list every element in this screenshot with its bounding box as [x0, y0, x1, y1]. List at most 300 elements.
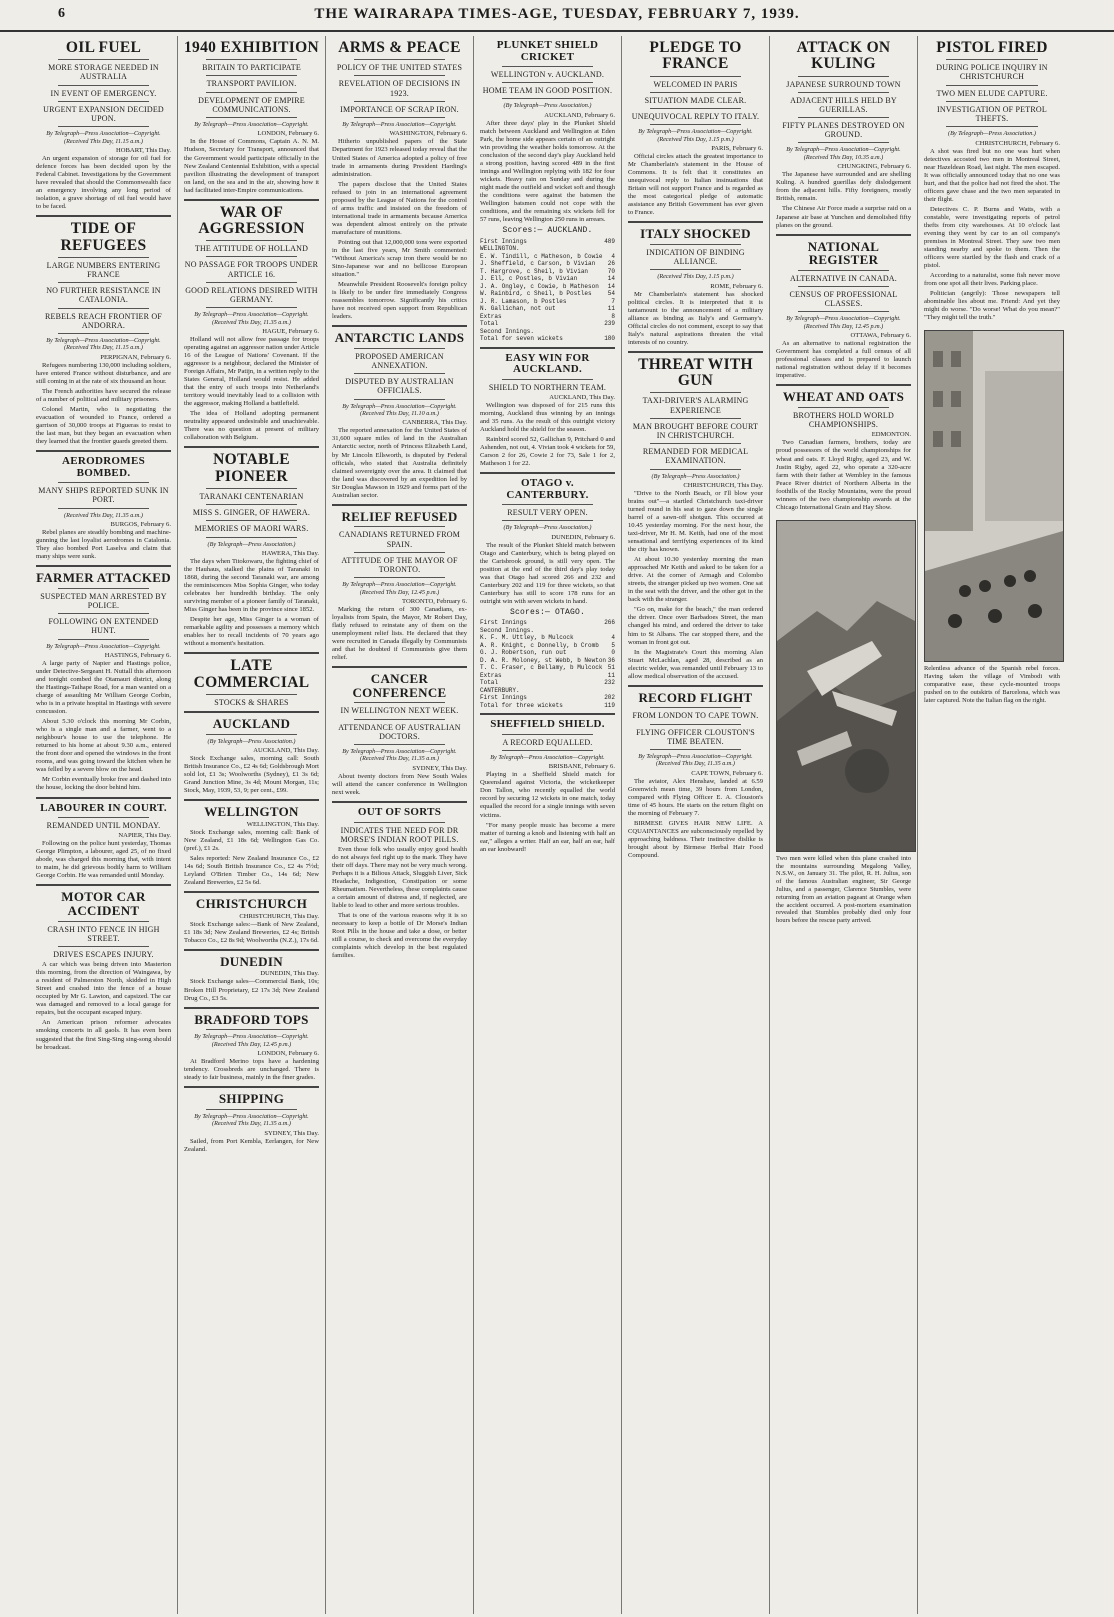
score-player: CANTERBURY. [480, 686, 520, 694]
article-paragraph: The reported annexation for the United States of 31,600 square miles of land in the Australian Antarctic sector, north of Princess Elizabeth Land, by Mr Lincoln Ellsworth, is disputed by Federal officials, who stated that Australia definitely claimed sovereignty over the area. It claimed that the land was discovered by an expedition led by Sir Douglas Mawson in 1929 and forms part of the Australian sector. [332, 427, 467, 499]
article-byline: (By Telegraph—Press Association.) [948, 130, 1036, 138]
article-byline: (Received This Day, 1.15 p.m.) [657, 273, 734, 281]
divider [798, 270, 889, 271]
score-runs: 266 [604, 619, 615, 627]
article-subheadline: DRIVES ESCAPES INJURY. [53, 950, 154, 960]
divider [776, 384, 911, 386]
divider [798, 407, 889, 408]
score-player: First Innings [480, 694, 527, 702]
article-subheadline: CENSUS OF PROFESSIONAL CLASSES. [789, 290, 898, 309]
article-headline: PLEDGE TO FRANCE [649, 39, 742, 73]
article-subheadline: CANADIANS RETURNED FROM SPAIN. [338, 530, 461, 549]
article-byline: (By Telegraph—Press Association.) [207, 540, 296, 548]
divider [206, 240, 297, 241]
article-byline: By Telegraph—Press Association—Copyright. (Received This Day, 11.15 a.m.) [46, 130, 161, 145]
article-headline: NATIONAL REGISTER [807, 238, 880, 268]
masthead [0, 0, 1114, 32]
score-player: G. J. Robertson, run out [480, 649, 567, 657]
article-headline: MOTOR CAR ACCIDENT [61, 889, 146, 919]
score-runs: 4 [611, 252, 615, 260]
score-row [480, 657, 615, 665]
article-paragraph: Stock Exchange sales:—Bank of New Zealand, £1 18s 3d; New Zealand Breweries, £2 4s; British Tobacco Co., £2 8s 9d; Woolworths (N.Z.), 17s 6d. [184, 920, 319, 944]
article [332, 801, 467, 960]
divider [332, 325, 467, 327]
article-paragraph: A shot was fired but no one was hurt when detectives accosted two men in Montreal Street, near Hazeldean Road, last night. The men escaped. It was officially announced today that no one was hurt, and that the police had not fired the shot. The officers gave chase and the two men separated in their flight. [924, 147, 1060, 203]
divider [354, 101, 445, 102]
article-headline: ITALY SHOCKED [640, 226, 751, 242]
article-byline: By Telegraph—Press Association—Copyright. (Received This Day, 11.35 a.m.) [194, 1112, 309, 1128]
article-byline: By Telegraph—Press Association—Copyright. (Received This Day, 11.35 a.m.) [638, 752, 753, 768]
article-subheadline: POLICY OF THE UNITED STATES [336, 63, 463, 73]
article-paragraph: Official circles attach the greatest importance to Mr Chamberlain's statement in the House of Commons. It is felt that it constitutes an unequivocal reply to Italian insinuations that Britain will not support France and is regarded as the most categorical pledge of automatic assistance any British Government has ever given to France. [628, 152, 763, 217]
article-byline: (By Telegraph—Press Association.) [503, 102, 592, 110]
article [184, 949, 319, 1003]
score-player: Total for seven wickets [480, 335, 563, 342]
article-headline: SHIPPING [218, 1091, 285, 1107]
divider [58, 639, 149, 640]
score-runs: 202 [604, 694, 615, 702]
article-headline: WELLINGTON [204, 804, 299, 820]
article [36, 565, 171, 792]
score-row [480, 619, 615, 627]
article-subheadline: REBELS REACH FRONTIER OF ANDORRA. [44, 311, 163, 330]
article-headline: FARMER ATTACKED [36, 570, 171, 586]
article-subheadline: SHIELD TO NORTHERN TEAM. [488, 382, 607, 392]
score-row [480, 283, 615, 291]
score-row [480, 702, 615, 710]
article-paragraph: BIRMESE GIVES HAIR NEW LIFE. A CQUAINTANCES are subconsciously repelled by approaching baldness. Their instinctive dislike is brought about by Birmese Herbal Hair Food Compound. [628, 819, 763, 860]
article-subheadline: NO PASSAGE FOR TROOPS UNDER ARTICLE 16. [184, 260, 319, 279]
divider [206, 307, 297, 308]
rebel-troops-photo [924, 330, 1064, 662]
article-paragraph: "Drive to the North Beach, or I'll blow your brains out"—a startled Christchurch taxi-driver turned round in his seat to gaze down the single barrel of a sawn-off shotgun. This occurred at 10.45 yesterday morning. For the next hour, the taxi-driver, Mr H. M. Keith, had one of the most sensational and terrifying experiences of its kind the city has known. [628, 489, 763, 554]
divider [58, 817, 149, 818]
score-runs: 0 [611, 649, 615, 657]
divider [354, 59, 445, 60]
divider [58, 126, 149, 127]
article-dateline: CANBERRA, This Day. [402, 419, 467, 427]
score-runs: 5 [611, 641, 615, 649]
divider [354, 577, 445, 578]
article-paragraph: Sailed, from Port Kembla, Eerlangen, for New Zealand. [184, 1137, 319, 1153]
article [332, 504, 467, 662]
score-runs: 36 [607, 656, 615, 664]
divider [58, 588, 149, 589]
score-runs: 11 [607, 671, 615, 679]
article [36, 884, 171, 1051]
article [36, 40, 171, 211]
score-row [480, 642, 615, 650]
divider [798, 76, 889, 77]
article-paragraph: At Bradford Merino tops have a hardening tendency. Crossbreds are unchanged. There is steady to fair business, mainly in the finer grades. [184, 1058, 319, 1082]
newspaper-title: THE WAIRARAPA TIMES-AGE, TUESDAY, FEBRUARY 7, 1939. [314, 6, 800, 22]
article-paragraph: A large party of Napier and Hastings police, under Detective-Sergeant H. Nuttall this afternoon and tonight combed the Otamauri district, along the Hastings-Taihape Road, for a man wanted on a charge of assaulting Mr William George Corbin, who is in a private hospital in Hastings with severe concussion. [36, 660, 171, 716]
article-paragraph: Two Canadian farmers, brothers, today are proud possessors of the world championships for wheat and oats. F. Lloyd Rigby, aged 23, and W. Justin Rigby, aged 22, who operate a 320-acre farm with their father at Wembley in the famous Peace River district of Northern Alberta in the foothills of the Rocky Mountains, were the proud winners of the two championship awards at the Chicago International Grain and Hay Show. [776, 439, 911, 511]
score-player: First Innings [480, 619, 527, 627]
score-row [480, 328, 615, 336]
divider [798, 92, 889, 93]
article-subheadline: BRITAIN TO PARTICIPATE [202, 63, 301, 73]
article [184, 446, 319, 648]
article-paragraph: Rainbird scored 52, Gallichan 9, Pritchard 0 and Ashenden, not out, 4. Vivian took 4 wickets for 59, Carson 2 for 26, Cowie 2 for 73, Sale 1 for 2, Matheson 1 for 22. [480, 435, 615, 467]
article-paragraph: About twenty doctors from New South Wales will attend the cancer conference in Wellington next week. [332, 772, 467, 796]
article-paragraph: An urgent expansion of storage for oil fuel for defence forces has been decided upon by the Federal Cabinet. Investigations by the Government have revealed that should the Commonwealth face an emergency involving any long period of isolation, a grave shortage of oil fuel would have to be faced. [36, 155, 171, 211]
article-subheadline: IMPORTANCE OF SCRAP IRON. [340, 104, 459, 114]
article-headline: PISTOL FIRED [936, 39, 1048, 56]
divider [650, 418, 741, 419]
article-subheadline: SITUATION MADE CLEAR. [644, 95, 747, 105]
article-subheadline: MANY SHIPS REPORTED SUNK IN PORT. [38, 486, 169, 505]
divider [184, 891, 319, 893]
article-paragraph: Politician (angrily): Those newspapers tell abominable lies about me. Friend: And yet they might do worse. "Do worse! What do you mean?" "They might tell the truth." [924, 290, 1060, 322]
article-paragraph: Detectives C. P. Burns and Watts, with a constable, were investigating reports of petrol thefts from city warehouses. At 10 o'clock last evening they went by car to an oil company's premises in Montreal Street. They saw two men standing nearby and spoke to them. Then the officers were startled by the flash and crack of a pistol. [924, 205, 1060, 270]
divider [206, 117, 297, 118]
score-runs: 232 [604, 679, 615, 687]
article-dateline: SYDNEY, This Day. [264, 1129, 319, 1137]
score-player: T. C. Fraser, c Bellamy, b Mulcock [480, 664, 603, 672]
divider [206, 537, 297, 538]
divider [58, 85, 149, 86]
divider [36, 565, 171, 567]
article [332, 40, 467, 321]
article-headline: CANCER CONFERENCE [352, 671, 447, 700]
article-headline: SHEFFIELD SHIELD. [490, 718, 605, 731]
score-player: J. Sheffield, c Carson, b Vivian [480, 260, 596, 267]
article-paragraph: "Go on, make for the beach," the man ordered the driver. Once over Barbadoes Street, the man changed his mind, and ordered the driver to take him to St Albans. The car stopped there, and the woman in front got out. [628, 606, 763, 646]
divider [650, 443, 741, 444]
article-paragraph: Pointing out that 12,000,000 tons were exported in the last five years, Mr Smith commented: "Without America's scrap iron there would be no Sino-Japanese war and no bellicose European situation." [332, 238, 467, 278]
article-byline: By Telegraph—Press Association—Copyright. (Received This Day, 10.35 a.m.) [786, 146, 901, 161]
article-headline: RECORD FLIGHT [638, 689, 753, 705]
column-5 [622, 36, 770, 1614]
divider [650, 269, 741, 270]
divider [354, 822, 445, 823]
divider [354, 719, 445, 720]
article [628, 221, 763, 347]
divider [184, 652, 319, 654]
article-subheadline: INVESTIGATION OF PETROL THEFTS. [937, 104, 1047, 124]
score-row [480, 694, 615, 702]
article-dateline: DUNEDIN, February 6. [551, 533, 615, 541]
divider [650, 749, 741, 750]
score-player: First Innings [480, 237, 527, 245]
article [480, 347, 615, 469]
score-player: Extras [480, 671, 502, 679]
divider [332, 666, 467, 668]
score-row [480, 260, 615, 268]
score-player: W. Rainbird, c Sheil, b Postles [480, 290, 592, 297]
article-subheadline: INDICATION OF BINDING ALLIANCE. [646, 247, 745, 267]
article [184, 199, 319, 443]
article-subheadline: FROM LONDON TO CAPE TOWN. [632, 711, 759, 721]
article-paragraph: In the House of Commons, Captain A. N. M. Hudson, Secretary for Transport, announced that the Government would participate officially in the New Zealand Centennial Exhibition, with a special pavilion illustrating the development of transport on land, on the sea and in the air, showing how it had facilitated inter-Empire communications. [184, 138, 319, 194]
article-headline: THREAT WITH GUN [638, 355, 753, 390]
article-dateline: OTTAWA, February 6. [850, 332, 911, 340]
article-subheadline: ALTERNATIVE IN CANADA. [790, 273, 897, 283]
divider [184, 949, 319, 951]
article-headline: PLUNKET SHIELD CRICKET [496, 39, 599, 63]
article-paragraph: According to a naturalist, some fish never move from one spot all their lives. Parking place. [924, 272, 1060, 288]
score-player: J. A. Ongley, c Cowie, b Matheson [480, 282, 599, 290]
score-runs: 70 [607, 267, 615, 275]
divider [798, 117, 889, 118]
article-subheadline: REMANDED UNTIL MONDAY. [46, 821, 161, 831]
score-runs: 26 [607, 260, 615, 267]
article-dateline: EDMONTON. [871, 431, 911, 439]
divider [502, 734, 593, 735]
article-byline: By Telegraph—Press Association—Copyright. (Received This Day, 12.45 p.m.) [786, 315, 901, 330]
article [36, 215, 171, 446]
article-byline: By Telegraph—Press Association—Copyright. [490, 753, 605, 761]
article-paragraph: After three days' play in the Plunket Shield match between Auckland and Wellington at Eden Park, the home side appears certain of an outright win providing the weather holds tomorrow. At the conclusion of the second day's play Auckland held a strong position, having scored 489 in the first innings and Wellington replying with 182 for four wickets. Heavy rain on Sunday and during the night made the outfield and wicket soft and though the conditions were against the batsmen the Wellington batsmen could not cope with the conditions, and the remaining six wickets fell for 57 runs, leaving Wellington 250 runs in arrears. [480, 119, 615, 224]
article [776, 234, 911, 381]
article-byline: (By Telegraph—Press Association.) [503, 524, 592, 532]
score-row [480, 253, 615, 261]
article-dateline: CAPE TOWN, February 6. [691, 769, 763, 777]
article-subheadline: ADJACENT HILLS HELD BY GUERILLAS. [790, 95, 897, 114]
score-player: K. F. M. Uttley, b Mulcock [480, 634, 574, 642]
divider [184, 199, 319, 201]
article-subheadline: GOOD RELATIONS DESIRED WITH GERMANY. [185, 285, 318, 304]
article-dateline: CHUNGKING, February 6. [837, 163, 911, 171]
article-headline: AERODROMES BOMBED. [61, 455, 146, 479]
article [184, 891, 319, 945]
divider [206, 1109, 297, 1110]
article-byline: By Telegraph—Press Association—Copyright. (Received This Day, 12.45 p.m.) [194, 1033, 309, 1048]
article-headline: RELIEF REFUSED [341, 508, 458, 524]
article-subheadline: TAXI-DRIVER'S ALARMING EXPERIENCE [642, 396, 749, 415]
article-headline: OIL FUEL [65, 39, 142, 56]
article-paragraph: The French authorities have secured the release of a number of political and military prisoners. [36, 387, 171, 403]
article-dateline: CHRISTCHURCH, This Day. [683, 481, 763, 489]
score-runs: 14 [607, 282, 615, 290]
score-row [480, 275, 615, 283]
article-dateline: SYDNEY, This Day. [412, 764, 467, 772]
article-subheadline: ATTITUDE OF THE MAYOR OF TORONTO. [341, 555, 458, 574]
article-subheadline: CRASH INTO FENCE IN HIGH STREET. [47, 924, 160, 943]
divider [58, 308, 149, 309]
article-subheadline: FLYING OFFICER CLOUSTON'S TIME BEATEN. [636, 727, 755, 746]
article-paragraph: About 5.30 o'clock this morning Mr Corbin, who is a single man and a farmer, went to a neighbour's house to use the telephone. He returned to his home at about 9.30 a.m., entered the front door and opened the windows in the front rooms, and was going toward the kitchen when he was felled by a severe blow on the head. [36, 718, 171, 774]
divider [776, 234, 911, 236]
article-byline: By Telegraph—Press Association—Copyright. (Received This Day, 12.45 p.m.) [342, 581, 457, 596]
article-byline: By Telegraph—Press Association—Copyright. (Received This Day, 11.35 a.m.) [194, 311, 309, 326]
divider [502, 379, 593, 380]
article-byline: By Telegraph—Press Association—Copyright. (Received This Day, 11.15 a.m.) [46, 336, 161, 352]
article-paragraph: Refugees numbering 130,000 including soldiers, have entered France without disturbance, and are still coming in at the rate of six thousand an hour. [36, 361, 171, 385]
divider [36, 215, 171, 217]
divider [184, 799, 319, 801]
divider [798, 142, 889, 143]
divider [502, 520, 593, 521]
article-paragraph: Marking the return of 300 Canadians, ex-loyalists from Spain, the Mayor, Mr Robert Day, flatly refused to reinstate any of them on the unemployment relief lists. He declared that they were recruited in Canada illegally by Communists and that he doubted if Communists give them relief. [332, 605, 467, 662]
divider [480, 713, 615, 715]
article [332, 666, 467, 797]
divider [184, 1007, 319, 1009]
article [184, 799, 319, 887]
divider [206, 694, 297, 695]
article-dateline: CHRISTCHURCH, February 6. [975, 139, 1060, 147]
score-runs: 7 [611, 297, 615, 305]
article [628, 351, 763, 681]
divider [332, 801, 467, 803]
score-runs: 54 [607, 290, 615, 297]
article-subheadline: RESULT VERY OPEN. [507, 508, 588, 518]
divider [650, 469, 741, 470]
divider [650, 76, 741, 77]
divider [628, 221, 763, 223]
divider [354, 526, 445, 527]
article-paragraph: The Chinese Air Force made a surprise raid on a Japanese air base at Yunchen and demolished fifty planes on the ground. [776, 205, 911, 229]
scores-title: Scores:— OTAGO. [509, 608, 585, 617]
article-paragraph: The aviator, Alex Henshaw, landed at 6.59 Greenwich mean time, 39 hours from London, compared with Flying Officer E. A. Clouston's time of 45 hours. He starts on the return flight on the morning of February 7. [628, 777, 763, 817]
article-paragraph: Stock Exchange sales—Commercial Bank, 10s; Broken Hill Proprietary, £2 17s 3d; New Zealand Drug Co., £3 5s. [184, 978, 319, 1002]
article [480, 40, 615, 343]
article-subheadline: NO FURTHER RESISTANCE IN CATALONIA. [46, 286, 161, 305]
divider [354, 552, 445, 553]
article-headline: NOTABLE PIONEER [213, 451, 290, 485]
article-dateline: BRISBANE, February 6. [548, 763, 615, 771]
article-subheadline: WELCOMED IN PARIS [653, 79, 738, 89]
article-dateline: WELLINGTON, This Day. [246, 820, 319, 828]
divider [36, 797, 171, 799]
score-row [480, 687, 615, 695]
divider [354, 117, 445, 118]
divider [650, 707, 741, 708]
article-dateline: HOBART, This Day. [116, 147, 171, 155]
score-player: T. Hargrove, c Sheil, b Vivian [480, 267, 589, 275]
article-paragraph: Meanwhile President Roosevelt's foreign policy is likely to be under fire immediately Congress reassembles tomorrow. Significantly his critics have not received open support from Republican leaders. [332, 280, 467, 321]
article-dateline: AUCKLAND, February 6. [544, 111, 615, 119]
article-headline: TIDE OF REFUGEES [60, 220, 147, 254]
score-row [480, 634, 615, 642]
score-player: Total for three wickets [480, 701, 563, 709]
score-runs: 180 [604, 335, 615, 342]
page-number: 6 [58, 6, 65, 21]
article-subheadline: HOME TEAM IN GOOD POSITION. [482, 86, 613, 96]
divider [798, 286, 889, 287]
article-byline: (By Telegraph—Press Association.) [207, 737, 296, 745]
divider [354, 373, 445, 374]
article-subheadline: IN WELLINGTON NEXT WEEK. [340, 706, 459, 716]
divider [502, 82, 593, 83]
column-3 [326, 36, 474, 1614]
scores-title: Scores:— AUCKLAND. [502, 226, 593, 236]
divider [206, 282, 297, 283]
article-headline: OUT OF SORTS [357, 805, 442, 818]
score-runs: 51 [607, 664, 615, 672]
article-headline: WAR OF AGGRESSION [198, 203, 305, 237]
article-headline: 1940 EXHIBITION [184, 39, 319, 56]
article-paragraph: In the Magistrate's Court this morning Alan Stuart McLachlan, aged 28, described as an electric welder, was remanded until February 13 to allow medical observation of the accused. [628, 648, 763, 680]
article-subheadline: REMANDED FOR MEDICAL EXAMINATION. [642, 447, 749, 466]
divider [502, 750, 593, 751]
divider [480, 472, 615, 474]
divider [354, 702, 445, 703]
divider [184, 446, 319, 448]
article [184, 40, 319, 195]
divider [946, 85, 1038, 86]
score-player: J. Ell, c Postles, b Vivian [480, 275, 578, 282]
article-subheadline: STOCKS & SHARES [214, 697, 289, 707]
article-headline: ARMS & PEACE [338, 39, 461, 56]
article-byline: (By Telegraph—Press Association.) [651, 472, 740, 480]
score-row [480, 672, 615, 680]
score-runs: 8 [611, 312, 615, 320]
article-subheadline: SUSPECTED MAN ARRESTED BY POLICE. [40, 591, 167, 610]
divider [58, 282, 149, 283]
divider [58, 482, 149, 483]
divider [946, 101, 1038, 102]
article [776, 384, 911, 511]
article-dateline: WASHINGTON, February 6. [389, 130, 467, 138]
article-paragraph: A car which was being driven into Masterton this morning, from the direction of Waingawa, by a resident of Palmerston North, skidded in High Street and crashed into the fence of a house occupied by Mr G. Lawton, and capsized. The car was damaged and removed to a local garage for repairs, but the occupant escaped injury. [36, 961, 171, 1017]
article-headline: LATE COMMERCIAL [193, 657, 310, 691]
divider [798, 311, 889, 312]
article-byline: By Telegraph—Press Association—Copyright. (Received This Day, 1.15 p.m.) [638, 128, 753, 143]
article-subheadline: REVELATION OF DECISIONS IN 1923. [338, 79, 461, 98]
divider [206, 92, 297, 93]
score-player: J. R. Lamason, b Postles [480, 297, 567, 305]
divider [502, 66, 593, 67]
article [184, 1007, 319, 1083]
article-dateline: BURGOS, February 6. [110, 521, 171, 529]
score-row [480, 268, 615, 276]
article-subheadline: DEVELOPMENT OF EMPIRE COMMUNICATIONS. [198, 95, 305, 114]
article-subheadline: THE ATTITUDE OF HOLLAND [194, 244, 309, 254]
column-1 [30, 36, 178, 1614]
article-byline: By Telegraph—Press Association—Copyright. [46, 642, 161, 650]
column-4 [474, 36, 622, 1614]
divider [354, 75, 445, 76]
column-2 [178, 36, 326, 1614]
score-player: WELLINGTON. [480, 245, 520, 252]
photo-caption: Two men were killed when this plane crashed into the mountains surrounding Megalong Valley, N.S.W., on January 31. The pilot, R. H. Julius, son of the famous Australian engineer, Sir George Julius, and a passenger, Clarence Stumbles, were returning from an aviation pageant at Orange when the accident occurred. A post-mortem examination revealed that Stumbles probably died only four hours before the rescue party arrived. [776, 854, 911, 925]
score-row [480, 649, 615, 657]
article-paragraph: "For many people music has become a mere matter of turning a knob and listening with half an ear," alleges a writer. Half an ear, half an ear, half an ear knobward! [480, 821, 615, 853]
score-row [480, 335, 615, 343]
divider [58, 59, 149, 60]
score-runs: 14 [607, 275, 615, 282]
article-dateline: ROME, February 6. [710, 282, 763, 290]
divider [58, 257, 149, 258]
article-subheadline: URGENT EXPANSION DECIDED UPON. [43, 104, 164, 124]
score-player: E. W. Tindill, c Matheson, b Cowie [480, 252, 603, 260]
article-paragraph: Rebel planes are steadily bombing and machine-gunning the last loyalist aerodromes in Catalonia. They also bombed Port Laselva and claim that many ships were sunk. [36, 529, 171, 561]
divider [354, 399, 445, 400]
column-7 [918, 36, 1066, 1614]
article [184, 1086, 319, 1154]
score-row [480, 679, 615, 687]
article-subheadline: FIFTY PLANES DESTROYED ON GROUND. [782, 121, 905, 140]
article-paragraph: Stock Exchange sales, morning call: Bank of New Zealand, £1 18s 6d; Wellington Gas Co. (pref.), £1 2s. [184, 828, 319, 852]
article-subheadline: IN EVENT OF EMERGENCY. [50, 88, 157, 98]
divider [206, 504, 297, 505]
article [924, 40, 1060, 322]
article-dateline: HAWERA, This Day. [261, 549, 319, 557]
article-subheadline: MORE STORAGE NEEDED IN AUSTRALIA [48, 63, 159, 82]
score-row [480, 238, 615, 246]
article-paragraph: Holland will not allow free passage for troops operating against an aggressor nation under Article 16 of the League of Nations' Covenant. If the aggressor is a neighbour, declared the Minister of Foreign Affairs, Mr Patijn, in a written reply to the States General, Holland would resist. He added that the entry of such troops into Netherland's territory would inevitably lead to a collision with the aggressor, making Holland a battlefield. [184, 336, 319, 408]
article-subheadline: DURING POLICE INQUIRY IN CHRISTCHURCH [936, 63, 1048, 82]
divider [650, 724, 741, 725]
score-player: Second Innings. [480, 327, 535, 335]
article-paragraph: The idea of Holland adopting permanent neutrality appeared undesirable and unachievable. There was no question at present of military collaboration with Belgium. [184, 410, 319, 442]
article-paragraph: Following on the police hunt yesterday, Thomas George Plimpton, a labourer, aged 25, of no fixed abode, was charged this morning that, with intent to maim, he did grievous bodily harm to William George Corbin. He was remanded until Monday. [36, 840, 171, 880]
article-paragraph: The Japanese have surrounded and are shelling Kuling. A hundred guerillas defy dislodgement from the adjacent hills. Fifty foreigners, mostly British, remain. [776, 171, 911, 203]
article [36, 450, 171, 561]
score-row [480, 298, 615, 306]
